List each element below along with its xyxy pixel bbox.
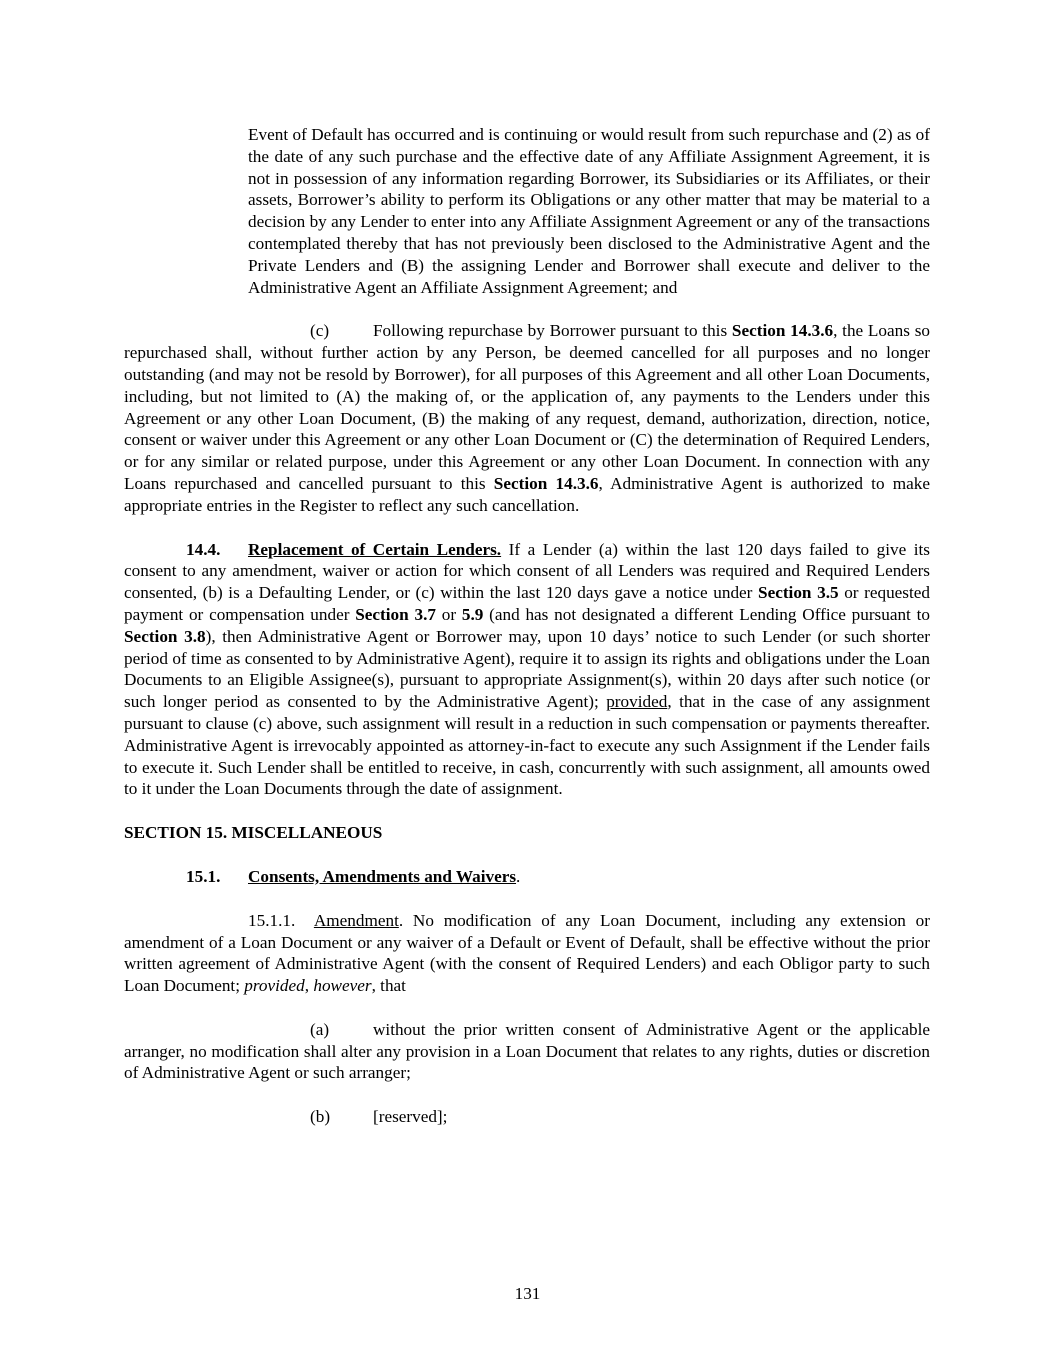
clause-c-text: Following repurchase by Borrower pursuant to this xyxy=(373,321,732,341)
clause-c-paragraph xyxy=(124,320,930,516)
section-reference: Section 14.3.6 xyxy=(731,321,834,341)
section-14-4-text: or requested payment or compensation under xyxy=(124,583,930,624)
section-14-4-number: 14.4. xyxy=(186,539,221,559)
clause-a-label: (a) xyxy=(310,1019,330,1039)
section-15-1-1-text: , that xyxy=(371,976,406,996)
continuation-paragraph xyxy=(248,124,930,298)
proviso-term: provided xyxy=(606,692,668,712)
section-15-1-1-paragraph xyxy=(124,910,930,997)
clause-b-text: [reserved]; xyxy=(373,1107,448,1127)
section-15-1-trailing: . xyxy=(516,866,521,886)
section-14-4-text: (and has not designated a different Lending Office pursuant to xyxy=(483,604,930,624)
section-reference: 5.9 xyxy=(461,604,484,624)
section-14-4-text: or xyxy=(435,604,462,624)
section-reference: Section 3.8 xyxy=(124,626,206,646)
section-15-1-heading xyxy=(124,866,930,888)
section-15-1-1-text: . No modification of any Loan Document, including any extension or amendment of a Loan Document or any waiver of a Default or Event of Default, shall be effective without the prior written agreement of Administrative Agent (with the consent of Required Lenders) and each Obligor party to such Loan Document; xyxy=(124,910,930,996)
section-reference: Section 3.7 xyxy=(355,604,436,624)
clause-b-paragraph xyxy=(124,1106,930,1128)
section-reference: Section 3.5 xyxy=(758,583,839,603)
section-14-4-text: If a Lender (a) within the last 120 days failed to give its consent to any amendment, waiver or action for which consent of all Lenders was required and Required Lenders consented, (b) is a Defaulting Lender, or (c) within the last 120 days gave a notice under xyxy=(124,539,930,603)
clause-b-label: (b) xyxy=(310,1107,331,1127)
proviso-term: however xyxy=(313,976,372,996)
section-14-4-paragraph xyxy=(124,539,930,801)
clause-c-text: , Administrative Agent is authorized to make appropriate entries in the Register to reflect any such cancellation. xyxy=(124,473,931,515)
section-15-1-1-number: 15.1.1. xyxy=(248,910,296,930)
clause-c-text: , the Loans so repurchased shall, without further action by any Person, be deemed cancelled for all purposes and no longer outstanding (and may not be resold by Borrower), for all purposes of this Agreement and all other Loan Documents, including, but not limited to (A) the making of, or the application of, any payments to the Lenders under this Agreement or any other Loan Document, (B) the making of any request, demand, authorization, direction, notice, consent or waiver under this Agreement or any other Loan Document or (C) the determination of Required Lenders, or for any similar or related purpose, under this Agreement or any other Loan Document. In connection with any Loans repurchased and cancelled pursuant to this xyxy=(124,321,930,493)
section-15-1-1-text: , xyxy=(304,976,314,996)
document-body xyxy=(124,124,930,1128)
section-15-heading: SECTION 15. MISCELLANEOUS xyxy=(124,823,383,843)
clause-c-label: (c) xyxy=(310,321,330,341)
clause-a-text: without the prior written consent of Administrative Agent or the applicable arranger, no modification shall alter any provision in a Loan Document that relates to any rights, duties or discretion of Administrative Agent or such arranger; xyxy=(124,1019,930,1083)
page-number: 131 xyxy=(514,1284,541,1303)
section-15-1-number: 15.1. xyxy=(186,866,221,886)
section-15-1-title: Consents, Amendments and Waivers xyxy=(248,866,517,886)
section-14-4-text: ), then Administrative Agent or Borrower may, upon 10 days’ notice to such Lender (or such shorter period of time as consented to by Administrative Agent), require it to assign its rights and obligations under the Loan Documents to an Eligible Assignee(s), pursuant to appropriate Assignment(s), within 20 days after such notice (or such longer period as consented to by the Administrative Agent); xyxy=(124,626,931,712)
section-reference: Section 14.3.6 xyxy=(493,473,599,493)
continuation-text: Event of Default has occurred and is continuing or would result from such repurchase and (2) as of the date of any such purchase and the effective date of any Affiliate Assignment Agreement, it is not in possession of any information regarding Borrower, its Subsidiaries or its Affiliates, or their assets, Borrower’s ability to perform its Obligations or any other matter that may be material to a decision by any Lender to enter into any Affiliate Assignment Agreement or any of the transactions contemplated thereby that has not previously been disclosed to the Administrative Agent and the Private Lenders and (B) the assigning Lender and Borrower shall execute and deliver to the Administrative Agent an Affiliate Assignment Agreement; and xyxy=(248,125,930,297)
proviso-term: provided xyxy=(244,976,305,996)
clause-a-paragraph xyxy=(124,1019,930,1084)
section-15-1-1-title: Amendment xyxy=(313,910,399,930)
section-14-4-text: , that in the case of any assignment pursuant to clause (c) above, such assignment will result in a reduction in such compensation or payments thereafter. Administrative Agent is irrevocably appointed as attorney-in-fact to execute any such Assignment if the Lender fails to execute it. Such Lender shall be entitled to receive, in cash, concurrently with such assignment, all amounts owed to it under the Loan Documents through the date of assignment. xyxy=(124,692,930,799)
section-14-4-title: Replacement of Certain Lenders. xyxy=(248,539,502,559)
